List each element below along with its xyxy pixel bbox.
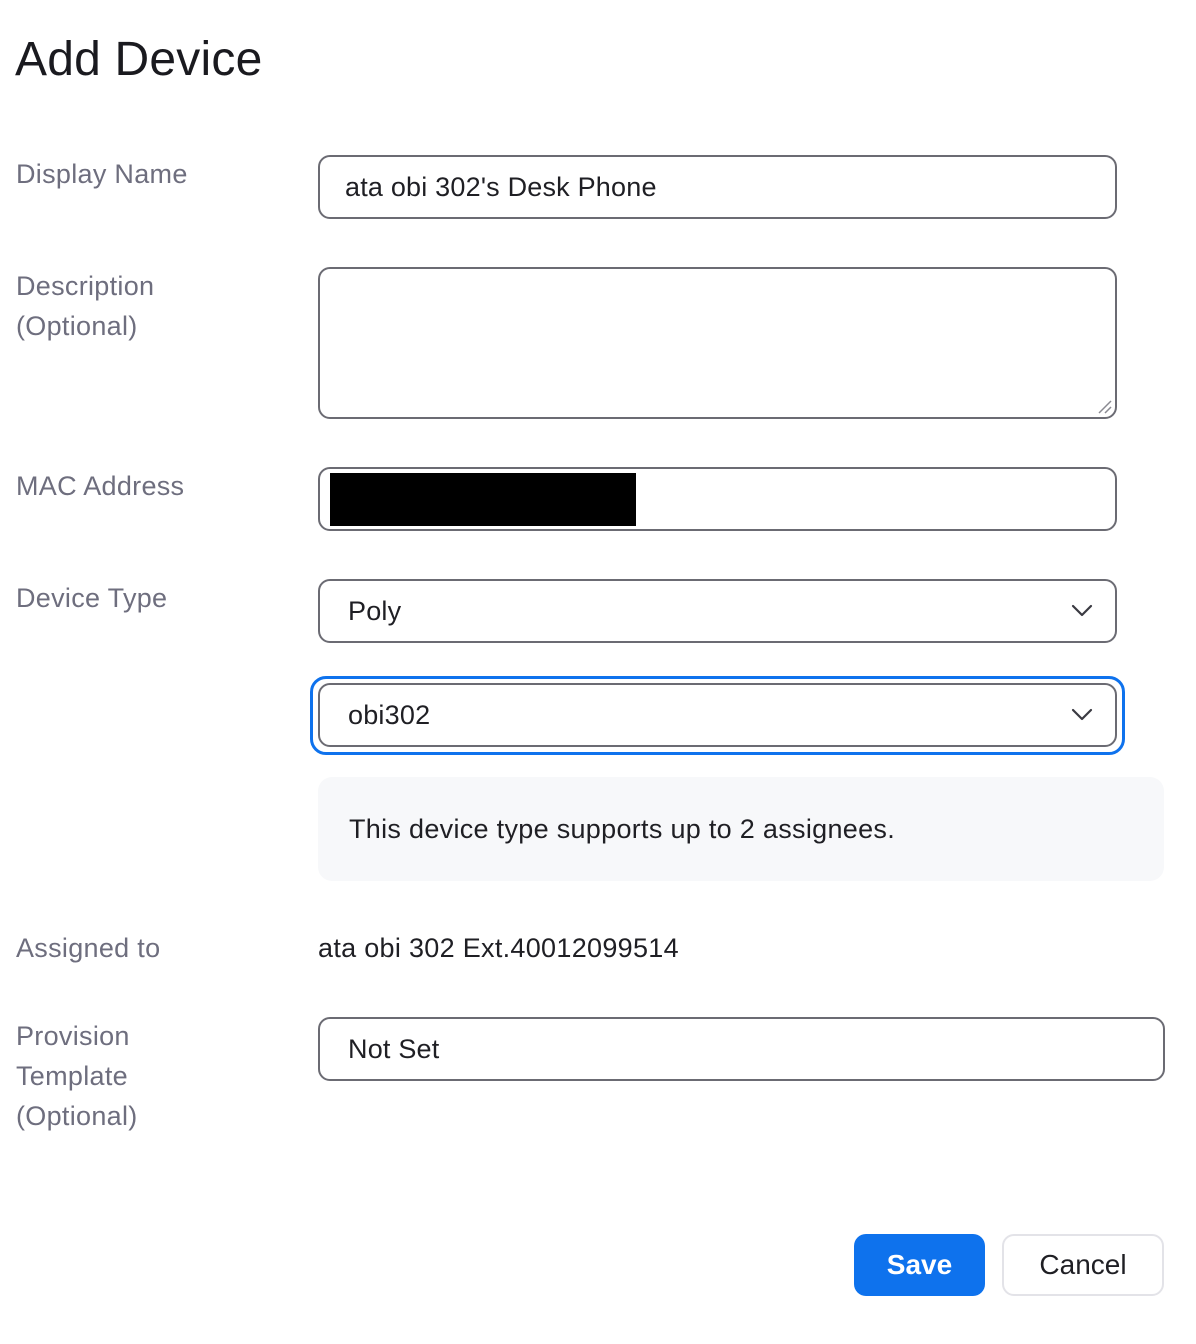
- provision-template-select[interactable]: [318, 1017, 1165, 1081]
- display-name-input[interactable]: [318, 155, 1117, 219]
- description-label-line1: Description: [16, 271, 155, 301]
- assigned-to-value: ata obi 302 Ext.40012099514: [318, 933, 679, 963]
- display-name-value: ata obi 302's Desk Phone: [345, 171, 657, 202]
- device-model-select[interactable]: [318, 683, 1117, 747]
- resize-handle-icon[interactable]: [1096, 398, 1112, 414]
- device-brand-value: Poly: [348, 595, 402, 626]
- description-textarea[interactable]: [318, 267, 1117, 419]
- display-name-label: Display Name: [16, 159, 188, 189]
- device-type-info-box: [318, 777, 1164, 881]
- assigned-to-label: Assigned to: [16, 933, 161, 963]
- description-label: [16, 266, 154, 346]
- description-label-line2: (Optional): [16, 311, 138, 341]
- mac-address-label: MAC Address: [16, 471, 185, 501]
- device-type-label: Device Type: [16, 583, 168, 613]
- chevron-down-icon: [1071, 708, 1093, 722]
- provision-template-label-line2: Template: [16, 1061, 128, 1091]
- provision-template-label-line3: (Optional): [16, 1101, 138, 1131]
- provision-template-value: Not Set: [348, 1033, 440, 1064]
- device-type-info-text: This device type supports up to 2 assignees.: [349, 813, 896, 844]
- mac-address-input[interactable]: [318, 467, 1117, 531]
- device-model-value: obi302: [348, 699, 431, 730]
- redaction-block: [330, 473, 636, 526]
- save-button[interactable]: Save: [854, 1234, 985, 1296]
- dialog-title: Add Device: [15, 33, 263, 86]
- provision-template-label: [16, 1016, 138, 1136]
- provision-template-label-line1: Provision: [16, 1021, 130, 1051]
- cancel-button[interactable]: Cancel: [1002, 1234, 1164, 1296]
- device-brand-select[interactable]: [318, 579, 1117, 643]
- chevron-down-icon: [1071, 604, 1093, 618]
